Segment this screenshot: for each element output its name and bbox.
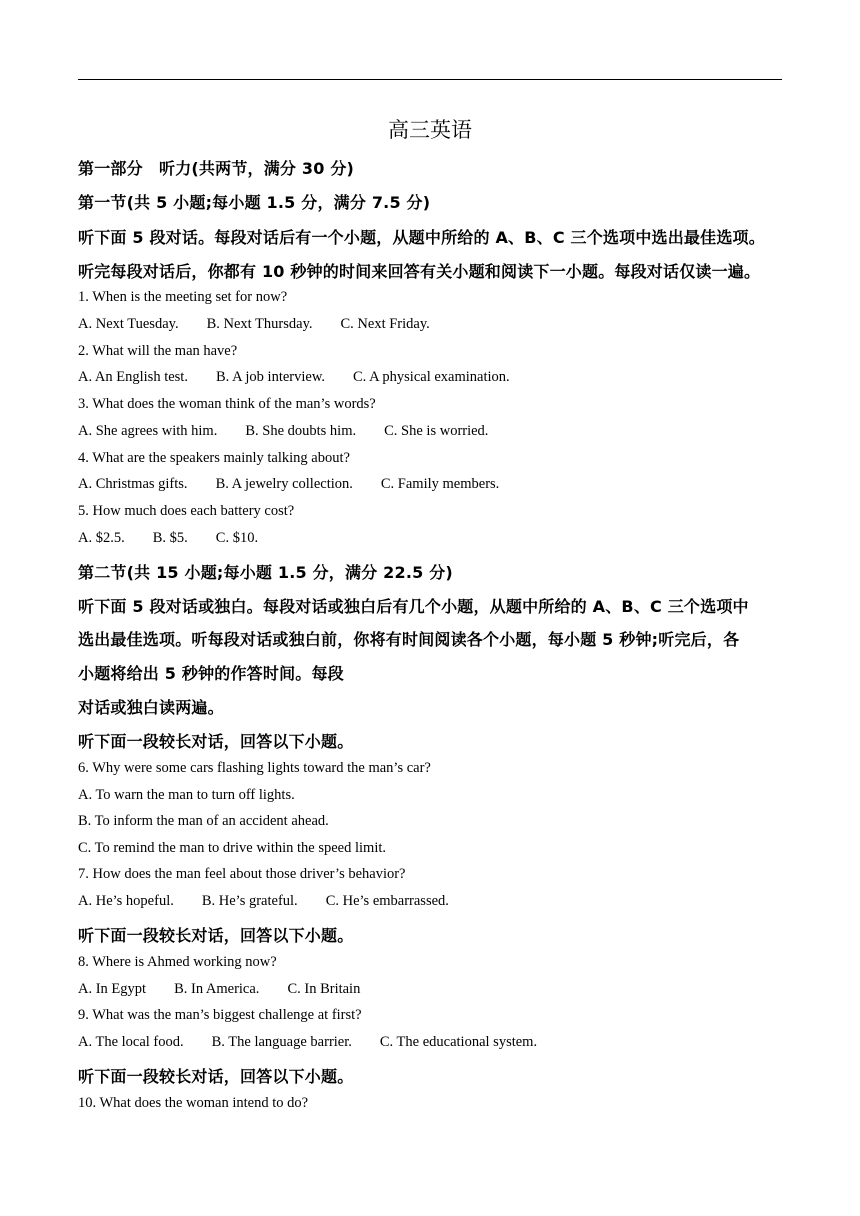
question-7: 7. How does the man feel about those driver’s behavior?	[78, 866, 406, 882]
question-6-option-a: A. To warn the man to turn off lights.	[78, 787, 295, 803]
option-a: A. An English test.	[78, 369, 188, 385]
option-b: B. He’s grateful.	[201, 893, 298, 909]
question-4: 4. What are the speakers mainly talking about?	[78, 450, 350, 466]
option-c: C. Next Friday.	[340, 316, 430, 332]
option-c: C. In Britain	[287, 981, 361, 997]
header-rule	[78, 79, 782, 80]
option-a: A. The local food.	[78, 1034, 184, 1050]
group-heading: 听下面一段较长对话，回答以下小题。	[78, 1067, 354, 1086]
question-6: 6. Why were some cars flashing lights toward the man’s car?	[78, 760, 431, 776]
option-a: A. In Egypt	[78, 981, 147, 997]
question-7-options	[78, 893, 477, 910]
option-b: B. A jewelry collection.	[215, 476, 353, 492]
section2-heading: 第二节(共 15 小题;每小题 1.5 分，满分 22.5 分)	[78, 563, 453, 582]
question-5: 5. How much does each battery cost?	[78, 503, 295, 519]
option-a: A. Next Tuesday.	[78, 316, 179, 332]
question-2: 2. What will the man have?	[78, 343, 238, 359]
option-b: B. In America.	[174, 981, 260, 997]
question-8-options	[78, 981, 388, 998]
option-b: B. The language barrier.	[211, 1034, 352, 1050]
question-3: 3. What does the woman think of the man’s words?	[78, 396, 376, 412]
question-10: 10. What does the woman intend to do?	[78, 1095, 309, 1111]
option-c: C. He’s embarrassed.	[325, 893, 449, 909]
option-b: B. She doubts him.	[245, 423, 357, 439]
option-a: A. She agrees with him.	[78, 423, 218, 439]
question-6-option-b: B. To inform the man of an accident ahead.	[78, 813, 329, 829]
question-1: 1. When is the meeting set for now?	[78, 289, 288, 305]
option-c: C. Family members.	[380, 476, 500, 492]
question-6-option-c: C. To remind the man to drive within the speed limit.	[78, 840, 387, 856]
section2-instruction-4: 对话或独白读两遍。	[78, 698, 224, 717]
part1-heading: 第一部分 听力(共两节，满分 30 分)	[78, 159, 355, 178]
section2-instruction-2: 选出最佳选项。听每段对话或独白前，你将有时间阅读各个小题，每小题 5 秒钟;听完后，各	[78, 630, 740, 649]
question-2-options	[78, 369, 538, 386]
option-a: A. He’s hopeful.	[78, 893, 174, 909]
section2-instruction-1: 听下面 5 段对话或独白。每段对话或独白后有几个小题，从题中所给的 A、B、C 三个选项中	[78, 597, 749, 616]
question-9-options	[78, 1034, 565, 1051]
question-1-options	[78, 316, 458, 333]
option-c: C. A physical examination.	[352, 369, 510, 385]
option-b: B. Next Thursday.	[206, 316, 313, 332]
section1-heading: 第一节(共 5 小题;每小题 1.5 分，满分 7.5 分)	[78, 193, 431, 212]
section1-instruction-1: 听下面 5 段对话。每段对话后有一个小题，从题中所给的 A、B、C 三个选项中选出最佳选项。	[78, 228, 765, 247]
section2-instruction-3: 小题将给出 5 秒钟的作答时间。每段	[78, 664, 344, 683]
option-b: B. A job interview.	[215, 369, 325, 385]
option-c: C. She is worried.	[384, 423, 489, 439]
option-a: A. Christmas gifts.	[78, 476, 188, 492]
question-5-options	[78, 530, 286, 547]
option-a: A. $2.5.	[78, 530, 125, 546]
option-b: B. $5.	[152, 530, 188, 546]
section1-instruction-2: 听完每段对话后，你都有 10 秒钟的时间来回答有关小题和阅读下一小题。每段对话仅读一遍。	[78, 262, 761, 281]
group-heading: 听下面一段较长对话，回答以下小题。	[78, 732, 354, 751]
question-4-options	[78, 476, 527, 493]
page-title: 高三英语	[388, 118, 472, 142]
question-9: 9. What was the man’s biggest challenge at first?	[78, 1007, 362, 1023]
question-3-options	[78, 423, 516, 440]
option-c: C. The educational system.	[379, 1034, 538, 1050]
group-heading: 听下面一段较长对话，回答以下小题。	[78, 926, 354, 945]
question-8: 8. Where is Ahmed working now?	[78, 954, 277, 970]
option-c: C. $10.	[215, 530, 259, 546]
